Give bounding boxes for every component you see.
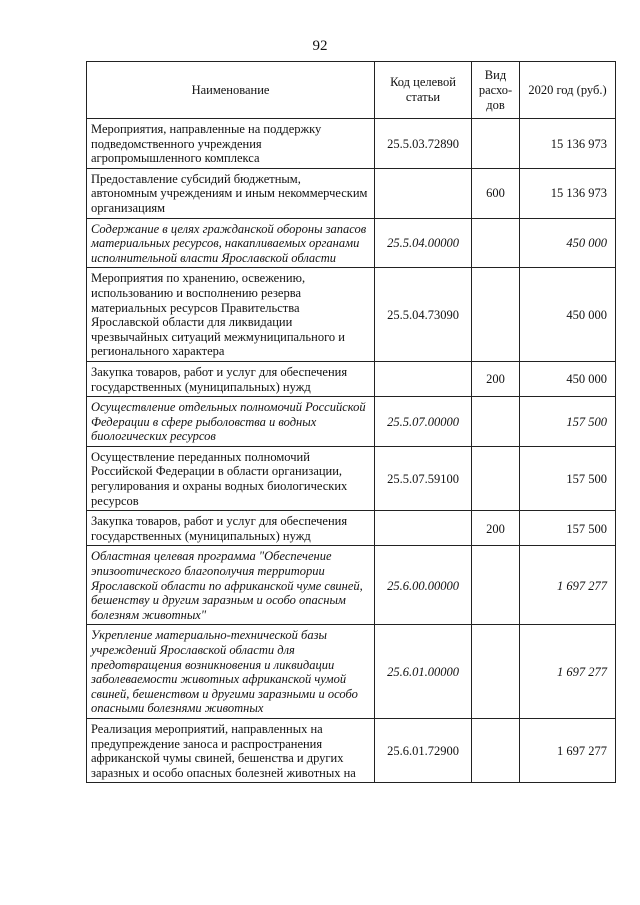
cell-amount: 450 000 (520, 218, 616, 268)
cell-code (375, 168, 472, 218)
table-row (87, 218, 616, 268)
table-row (87, 511, 616, 546)
cell-name: Закупка товаров, работ и услуг для обеспечения государственных (муниципальных) нужд (87, 361, 375, 396)
cell-type (472, 218, 520, 268)
cell-code: 25.5.04.73090 (375, 268, 472, 362)
cell-name: Осуществление отдельных полномочий Российской Федерации в сфере рыболовства и водных биологических ресурсов (87, 397, 375, 447)
page-number: 92 (312, 38, 328, 54)
cell-amount: 157 500 (520, 397, 616, 447)
cell-amount: 157 500 (520, 511, 616, 546)
cell-code: 25.6.00.00000 (375, 546, 472, 625)
cell-amount: 157 500 (520, 446, 616, 510)
header-amount: 2020 год (руб.) (520, 62, 616, 119)
table-row (87, 718, 616, 782)
cell-name: Укрепление материально-технической базы учреждений Ярославской области для предотвращения возникновения и ликвидации заболеваемости животных африканской чумой свиней, бешенством и другими заразными и особо опасными болезнями животных (87, 625, 375, 719)
cell-code (375, 361, 472, 396)
table-row (87, 268, 616, 362)
table-row (87, 625, 616, 719)
header-type: Вид расхо-дов (472, 62, 520, 119)
table-row (87, 397, 616, 447)
header-name: Наименование (87, 62, 375, 119)
cell-code: 25.5.07.00000 (375, 397, 472, 447)
cell-code: 25.5.04.00000 (375, 218, 472, 268)
cell-name: Мероприятия по хранению, освежению, использованию и восполнению резерва материальных ресурсов Правительства Ярославской области для ликвидации чрезвычайных ситуаций межмуниципального и регионального характера (87, 268, 375, 362)
cell-type: 200 (472, 511, 520, 546)
cell-name: Областная целевая программа "Обеспечение эпизоотического благополучия территории Ярославской области по африканской чуме свиней, бешенству и другим заразным и особо опасным болезням животных" (87, 546, 375, 625)
cell-amount: 450 000 (520, 361, 616, 396)
table-row (87, 361, 616, 396)
cell-amount: 450 000 (520, 268, 616, 362)
budget-table (86, 61, 616, 783)
cell-code: 25.5.07.59100 (375, 446, 472, 510)
cell-type (472, 546, 520, 625)
cell-type (472, 718, 520, 782)
cell-code: 25.6.01.00000 (375, 625, 472, 719)
cell-name: Мероприятия, направленные на поддержку подведомственного учреждения агропромышленного комплекса (87, 119, 375, 169)
cell-name: Содержание в целях гражданской обороны запасов материальных ресурсов, накапливаемых органами исполнительной власти Ярославской области (87, 218, 375, 268)
cell-code: 25.6.01.72900 (375, 718, 472, 782)
cell-amount: 15 136 973 (520, 168, 616, 218)
table-row (87, 446, 616, 510)
table-row (87, 546, 616, 625)
cell-name: Предоставление субсидий бюджетным, автономным учреждениям и иным некоммерческим организациям (87, 168, 375, 218)
cell-amount: 1 697 277 (520, 546, 616, 625)
cell-type (472, 397, 520, 447)
cell-name: Реализация мероприятий, направленных на предупреждение заноса и распространения африканской чумы свиней, бешенства и других заразных и особо опасных болезней животных на (87, 718, 375, 782)
cell-amount: 15 136 973 (520, 119, 616, 169)
cell-amount: 1 697 277 (520, 625, 616, 719)
cell-name: Осуществление переданных полномочий Российской Федерации в области организации, регулирования и охраны водных биологических ресурсов (87, 446, 375, 510)
header-code: Код целевой статьи (375, 62, 472, 119)
cell-type (472, 625, 520, 719)
cell-type: 600 (472, 168, 520, 218)
table-header-row (87, 62, 616, 119)
table-row (87, 168, 616, 218)
table-body (87, 119, 616, 783)
cell-name: Закупка товаров, работ и услуг для обеспечения государственных (муниципальных) нужд (87, 511, 375, 546)
cell-code (375, 511, 472, 546)
cell-type (472, 119, 520, 169)
cell-amount: 1 697 277 (520, 718, 616, 782)
cell-code: 25.5.03.72890 (375, 119, 472, 169)
cell-type: 200 (472, 361, 520, 396)
cell-type (472, 268, 520, 362)
cell-type (472, 446, 520, 510)
table-row (87, 119, 616, 169)
